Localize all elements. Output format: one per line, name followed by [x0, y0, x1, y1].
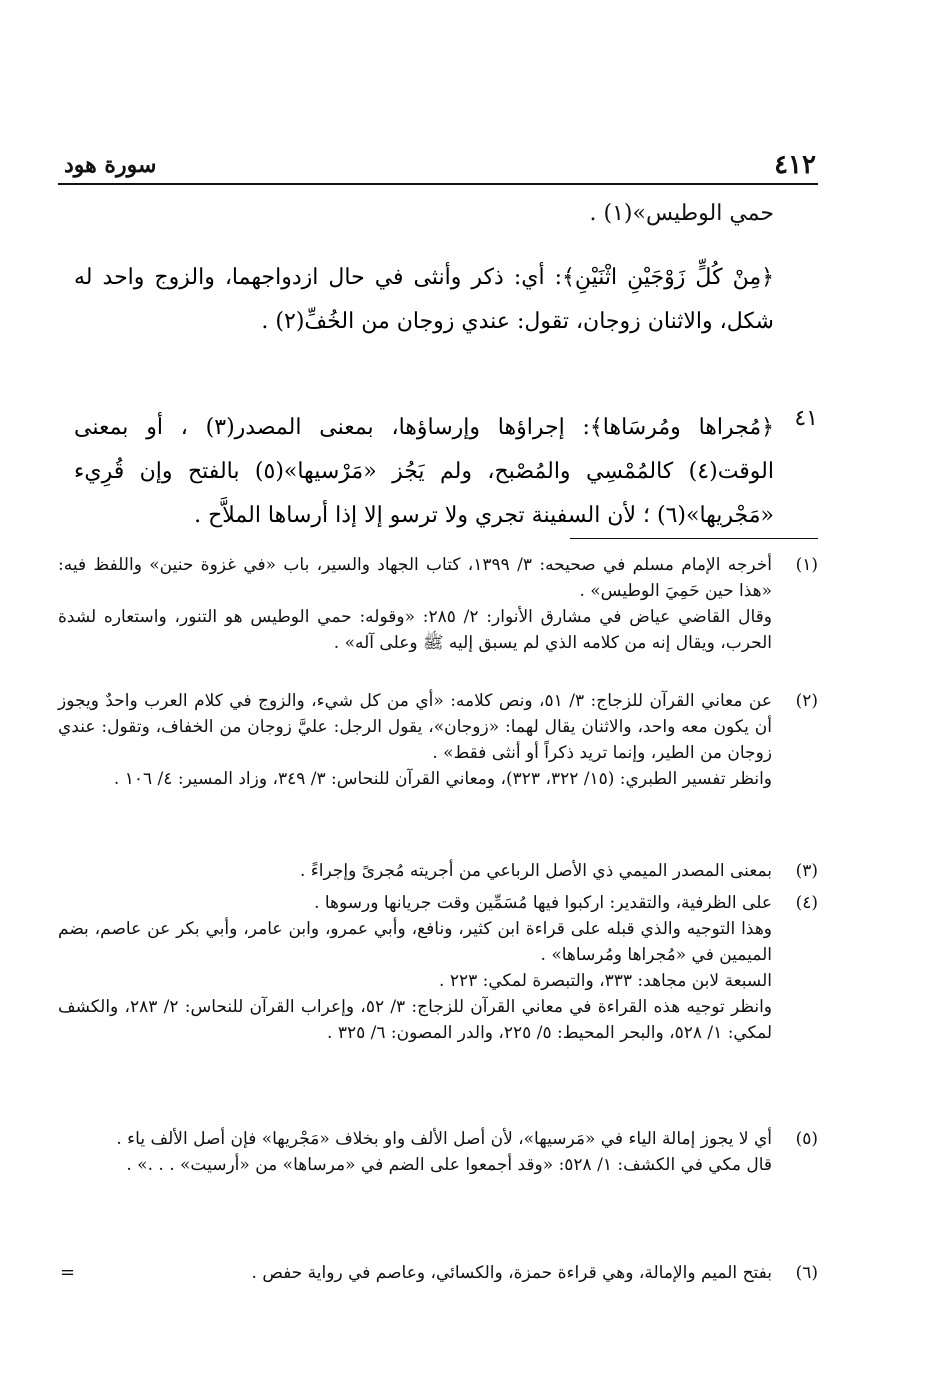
surah-title: سورة هود	[64, 152, 157, 178]
main-paragraph-2	[74, 406, 774, 538]
footnote-number: (٦)	[795, 1263, 818, 1283]
verse-number: ٤١	[794, 406, 818, 431]
footnote-2	[58, 688, 818, 792]
footnote-number: (٢)	[795, 691, 818, 711]
footnote-text: وقال القاضي عياض في مشارق الأنوار: ٢/ ٢٨٥: «وقوله: حمي الوطيس هو التنور، واستعاره لشدة الحرب، ويقال إنه من كلامه الذي لم يسبق إليه ﷺ وعلى آله» .	[58, 607, 772, 653]
page-number: ٤١٢	[774, 150, 816, 180]
footnote-text: وانظر تفسير الطبري: (١٥/ ٣٢٢، ٣٢٣)، ومعاني القرآن للنحاس: ٣/ ٣٤٩، وزاد المسير: ٤/ ١٠٦ .	[113, 769, 772, 789]
footnote-text: على الظرفية، والتقدير: اركبوا فيها مُسَمِّين وقت جريانها ورسوها .	[314, 893, 772, 913]
commentary-paragraph: ﴿مُجراها ومُرسَاها﴾: إجراؤها وإرساؤها، بمعنى المصدر(٣) ، أو بمعنى الوقت(٤) كالمُمْسِي والمُصْبح، ولم يَجُز «مَرْسيها»(٥) بالفتح وإن قُرِيء «مَجْريها»(٦) ؛ لأن السفينة تجري ولا ترسو إلا إذا أرساها الملاَّح .	[74, 415, 774, 528]
footnote-5	[58, 1126, 818, 1178]
footnote-number: (٣)	[795, 861, 818, 881]
footnote-3	[58, 858, 818, 884]
footnote-text: السبعة لابن مجاهد: ٣٣٣، والتبصرة لمكي: ٢٢٣ .	[439, 971, 772, 991]
footnote-6	[58, 1260, 818, 1286]
main-text-top	[74, 192, 774, 236]
footnote-text: قال مكي في الكشف: ١/ ٥٢٨: «وقد أجمعوا على الضم في «مرساها» من «أرسيت» . . .» .	[126, 1155, 772, 1175]
footnote-text: وهذا التوجيه والذي قبله على قراءة ابن كثير، ونافع، وأبي عمرو، وابن عامر، وأبي بكر عن عاصم، بضم الميمين في «مُجراها ومُرساها» .	[58, 919, 772, 965]
footnote-text: أخرجه الإمام مسلم في صحيحه: ٣/ ١٣٩٩، كتاب الجهاد والسير، باب «في غزوة حنين» واللفظ فيه: «هذا حين حَمِيَ الوطيس» .	[58, 555, 772, 601]
footnote-number: (٥)	[795, 1129, 818, 1149]
header-rule	[58, 183, 818, 185]
footnote-4	[58, 890, 818, 1046]
footnote-text: عن معاني القرآن للزجاج: ٣/ ٥١، ونص كلامه: «أي من كل شيء، والزوج في كلام العرب واحدٌ ويجوز أن يكون معه واحد، والاثنان يقال لهما: «زوجان»، يقول الرجل: عليَّ زوجان من الخفاف، وتقول: عندي زوجان من الطير، وإنما تريد ذكراً أو أنثى فقط» .	[58, 691, 772, 763]
footnote-1	[58, 552, 818, 656]
main-paragraph-1	[74, 256, 774, 344]
footnote-number: (٤)	[795, 893, 818, 913]
footnote-rule	[570, 538, 818, 539]
commentary-paragraph: ﴿مِنْ كُلٍّ زَوْجَيْنِ اثْنَيْنِ﴾: أي: ذكر وأنثى في حال ازدواجهما، والزوج واحد له شكل، والاثنان زوجان، تقول: عندي زوجان من الخُفِّ(٢) .	[74, 265, 774, 334]
text-line: حمي الوطيس»(١) .	[589, 201, 774, 226]
footnote-number: (١)	[795, 555, 818, 575]
continuation-mark: =	[60, 1262, 76, 1283]
footnote-text: وانظر توجيه هذه القراءة في معاني القرآن للزجاج: ٣/ ٥٢، وإعراب القرآن للنحاس: ٢/ ٢٨٣، والكشف لمكي: ١/ ٥٢٨، والبحر المحيط: ٥/ ٢٢٥، والدر المصون: ٦/ ٣٢٥ .	[58, 997, 773, 1043]
footnote-text: أي لا يجوز إمالة الياء في «مَرسيها»، لأن أصل الألف واو بخلاف «مَجْريها» فإن أصل الألف ياء .	[116, 1129, 772, 1149]
footnote-text: بفتح الميم والإمالة، وهي قراءة حمزة، والكسائي، وعاصم في رواية حفص .	[251, 1263, 772, 1283]
footnote-text: بمعنى المصدر الميمي ذي الأصل الرباعي من أجريته مُجرىً وإجراءً .	[299, 861, 772, 881]
